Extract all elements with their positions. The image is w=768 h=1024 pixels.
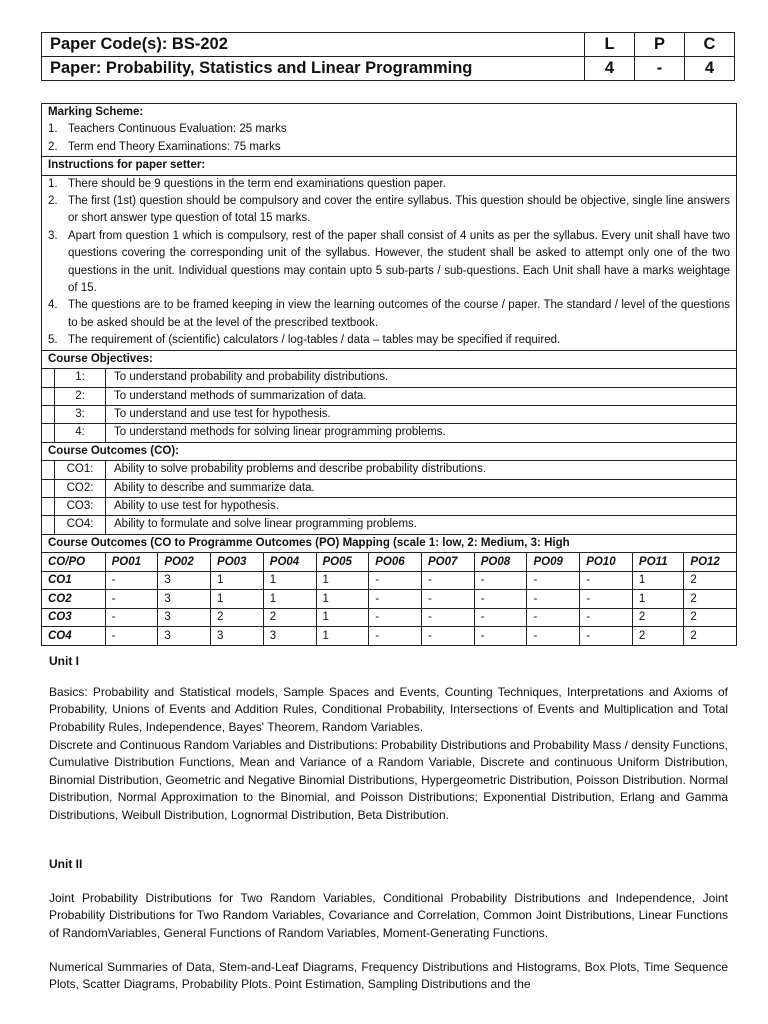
list-item: [48, 139, 730, 156]
co-po-mapping-table: [42, 553, 736, 645]
unit-1-paragraph-2: Discrete and Continuous Random Variables and Distributions: Probability Distributions and Probability Mass / density Functions, Cumulative Distribution Functions, Mean and Variance of a Random Variable, Discrete and continuous Uniform Distribution, Binomial Distribution, Geometric and Negative Binomial Distributions, Hypergeometric Distribution, Poisson Distribution. Normal Distribution, Normal Approximation to the Binomial, and Poisson Distributions; Exponential Distribution, Erlang and Gamma Distributions, Weibull Distribution, Lognormal Distribution, Beta Distribution.: [49, 738, 728, 822]
unit-1-paragraph-1: Basics: Probability and Statistical models, Sample Spaces and Events, Counting Techniques, Interpretations and Axioms of Probability, Unions of Events and Addition Rules, Conditional Probability, Intersections of Events and Multiplication and Total Probability Rules, Independence, Bayes' Theorem, Random Variables.: [49, 685, 728, 734]
unit-1-heading: Unit I: [49, 654, 79, 668]
objectives-title: Course Objectives:: [42, 351, 736, 369]
table-header-cell: PO09: [527, 553, 580, 571]
table-cell: 2: [684, 571, 736, 590]
table-cell: -: [527, 590, 580, 609]
table-cell: 3: [158, 590, 211, 609]
outcome-text: Ability to describe and summarize data.: [114, 481, 315, 494]
table-cell: 3: [211, 627, 264, 645]
table-cell: -: [580, 627, 633, 645]
item-text: Term end Theory Examinations: 75 marks: [68, 140, 281, 153]
table-header-cell: PO10: [580, 553, 633, 571]
table-cell: -: [105, 590, 158, 609]
table-row: [42, 571, 736, 590]
table-cell: 2: [632, 627, 683, 645]
objective-row: [42, 369, 736, 387]
header-val-l: 4: [585, 57, 635, 81]
table-cell: -: [527, 608, 580, 627]
table-header-cell: CO/PO: [42, 553, 105, 571]
table-cell: -: [527, 627, 580, 645]
objective-number: 3:: [54, 406, 106, 423]
objective-row: [42, 406, 736, 424]
header-col-c: C: [685, 33, 735, 57]
marking-scheme: [42, 104, 736, 157]
table-cell: -: [105, 608, 158, 627]
list-item: [48, 121, 730, 138]
table-cell: 1: [632, 590, 683, 609]
outcomes-list: [42, 461, 736, 535]
item-text: The requirement of (scientific) calculators / log-tables / data – tables may be specified if required.: [68, 334, 561, 347]
instructions-title: Instructions for paper setter:: [42, 157, 736, 175]
table-cell: 1: [263, 590, 316, 609]
item-text: Apart from question 1 which is compulsory, rest of the paper shall consist of 4 units as per the syllabus. Every unit shall have two questions covering the corresponding unit of the syllabus. However, the student shall be asked to attempt only one of the two questions in the unit. Individual questions may contain upto 5 sub-parts / sub-questions. Each Unit shall have a marks weightage of 15.: [68, 229, 730, 295]
outcome-code: CO2:: [54, 480, 106, 497]
list-item: [48, 332, 730, 349]
header-val-c: 4: [685, 57, 735, 81]
table-header-cell: PO08: [474, 553, 527, 571]
table-header-cell: PO06: [369, 553, 422, 571]
item-text: The questions are to be framed keeping in view the learning outcomes of the course / paper. The standard / level of the questions to be asked should be at the level of the prescribed textbook.: [68, 299, 730, 329]
item-number: 4.: [48, 299, 58, 312]
table-cell: 3: [158, 571, 211, 590]
table-cell: CO4: [42, 627, 105, 645]
table-cell: 1: [263, 571, 316, 590]
table-cell: 2: [684, 608, 736, 627]
outcome-text: Ability to use test for hypothesis.: [114, 499, 279, 512]
scheme-table: [41, 103, 737, 646]
table-row: [42, 627, 736, 645]
table-cell: -: [527, 571, 580, 590]
table-cell: CO1: [42, 571, 105, 590]
table-cell: CO3: [42, 608, 105, 627]
paper-header-table: [41, 32, 735, 81]
table-cell: CO2: [42, 590, 105, 609]
table-cell: -: [474, 590, 527, 609]
item-number: 2.: [48, 195, 58, 208]
table-cell: 2: [263, 608, 316, 627]
table-cell: -: [474, 608, 527, 627]
objective-text: To understand probability and probability distributions.: [114, 371, 389, 384]
list-item: [48, 297, 730, 332]
unit-2-paragraph-2: Numerical Summaries of Data, Stem-and-Leaf Diagrams, Frequency Distributions and Histograms, Box Plots, Time Sequence Plots, Scatter Diagrams, Probability Plots. Point Estimation, Sampling Distributions and the: [49, 960, 728, 992]
item-text: Teachers Continuous Evaluation: 25 marks: [68, 123, 287, 136]
table-cell: -: [421, 608, 474, 627]
table-header-cell: PO04: [263, 553, 316, 571]
table-cell: -: [369, 608, 422, 627]
table-cell: 1: [316, 571, 369, 590]
paper-title: Paper: Probability, Statistics and Linear Programming: [42, 57, 585, 81]
table-row: [42, 590, 736, 609]
mapping-title: Course Outcomes (CO to Programme Outcomes (PO) Mapping (scale 1: low, 2: Medium, 3: High: [42, 535, 736, 553]
item-text: The first (1st) question should be compulsory and cover the entire syllabus. This question should be objective, single line answers or short answer type question of total 15 marks.: [68, 195, 730, 225]
table-cell: -: [580, 571, 633, 590]
table-cell: 2: [684, 627, 736, 645]
header-val-p: -: [635, 57, 685, 81]
table-cell: -: [580, 590, 633, 609]
outcome-text: Ability to solve probability problems and describe probability distributions.: [114, 463, 487, 476]
outcome-code: CO3:: [54, 498, 106, 515]
table-row: [42, 608, 736, 627]
objective-row: [42, 424, 736, 442]
header-col-l: L: [585, 33, 635, 57]
outcome-row: [42, 461, 736, 479]
objective-number: 2:: [54, 388, 106, 405]
item-number: 5.: [48, 334, 58, 347]
table-header-cell: PO11: [632, 553, 683, 571]
outcome-row: [42, 498, 736, 516]
objective-text: To understand methods for solving linear programming problems.: [114, 426, 446, 439]
outcome-row: [42, 480, 736, 498]
table-cell: 1: [316, 590, 369, 609]
table-cell: -: [421, 590, 474, 609]
table-cell: -: [474, 571, 527, 590]
list-item: [48, 228, 730, 298]
table-cell: 2: [211, 608, 264, 627]
item-text: There should be 9 questions in the term end examinations question paper.: [68, 177, 446, 190]
list-item: [48, 193, 730, 228]
header-col-p: P: [635, 33, 685, 57]
objective-text: To understand and use test for hypothesis.: [114, 407, 331, 420]
objective-number: 4:: [54, 424, 106, 441]
outcome-code: CO1:: [54, 461, 106, 478]
table-cell: -: [421, 627, 474, 645]
table-header-cell: PO01: [105, 553, 158, 571]
table-cell: 3: [263, 627, 316, 645]
table-cell: 3: [158, 627, 211, 645]
table-cell: -: [474, 627, 527, 645]
unit-2-paragraph-1: Joint Probability Distributions for Two Random Variables, Conditional Probability Distributions and Independence, Joint Probability Distributions for Two Random Variables, Covariance and Correlation, Common Joint Distributions, Linear Functions of RandomVariables, General Functions of Random Variables, Moment-Generating Functions.: [49, 891, 728, 940]
table-cell: -: [105, 571, 158, 590]
table-cell: -: [421, 571, 474, 590]
unit-2-heading: Unit II: [49, 857, 83, 871]
table-cell: -: [369, 571, 422, 590]
objective-row: [42, 388, 736, 406]
outcome-text: Ability to formulate and solve linear programming problems.: [114, 518, 417, 531]
table-header-cell: PO03: [211, 553, 264, 571]
table-header-row: [42, 553, 736, 571]
table-cell: 1: [316, 608, 369, 627]
outcomes-title: Course Outcomes (CO):: [42, 443, 736, 461]
table-cell: 1: [211, 571, 264, 590]
table-cell: -: [369, 590, 422, 609]
item-number: 1.: [48, 123, 58, 136]
outcome-code: CO4:: [54, 516, 106, 533]
table-cell: 1: [211, 590, 264, 609]
table-cell: 3: [158, 608, 211, 627]
item-number: 1.: [48, 177, 58, 190]
table-cell: 1: [316, 627, 369, 645]
marking-scheme-title: Marking Scheme:: [48, 106, 144, 118]
table-cell: -: [580, 608, 633, 627]
objective-number: 1:: [54, 369, 106, 386]
table-cell: 2: [632, 608, 683, 627]
table-header-cell: PO12: [684, 553, 736, 571]
table-cell: -: [105, 627, 158, 645]
item-number: 2.: [48, 140, 58, 153]
table-cell: 2: [684, 590, 736, 609]
objective-text: To understand methods of summarization of data.: [114, 389, 367, 402]
list-item: [48, 176, 730, 193]
objectives-list: [42, 369, 736, 443]
table-header-cell: PO05: [316, 553, 369, 571]
table-header-cell: PO02: [158, 553, 211, 571]
table-cell: 1: [632, 571, 683, 590]
instructions-list: [42, 176, 736, 351]
paper-code: Paper Code(s): BS-202: [42, 33, 585, 57]
outcome-row: [42, 516, 736, 534]
table-header-cell: PO07: [421, 553, 474, 571]
table-cell: -: [369, 627, 422, 645]
item-number: 3.: [48, 229, 58, 242]
